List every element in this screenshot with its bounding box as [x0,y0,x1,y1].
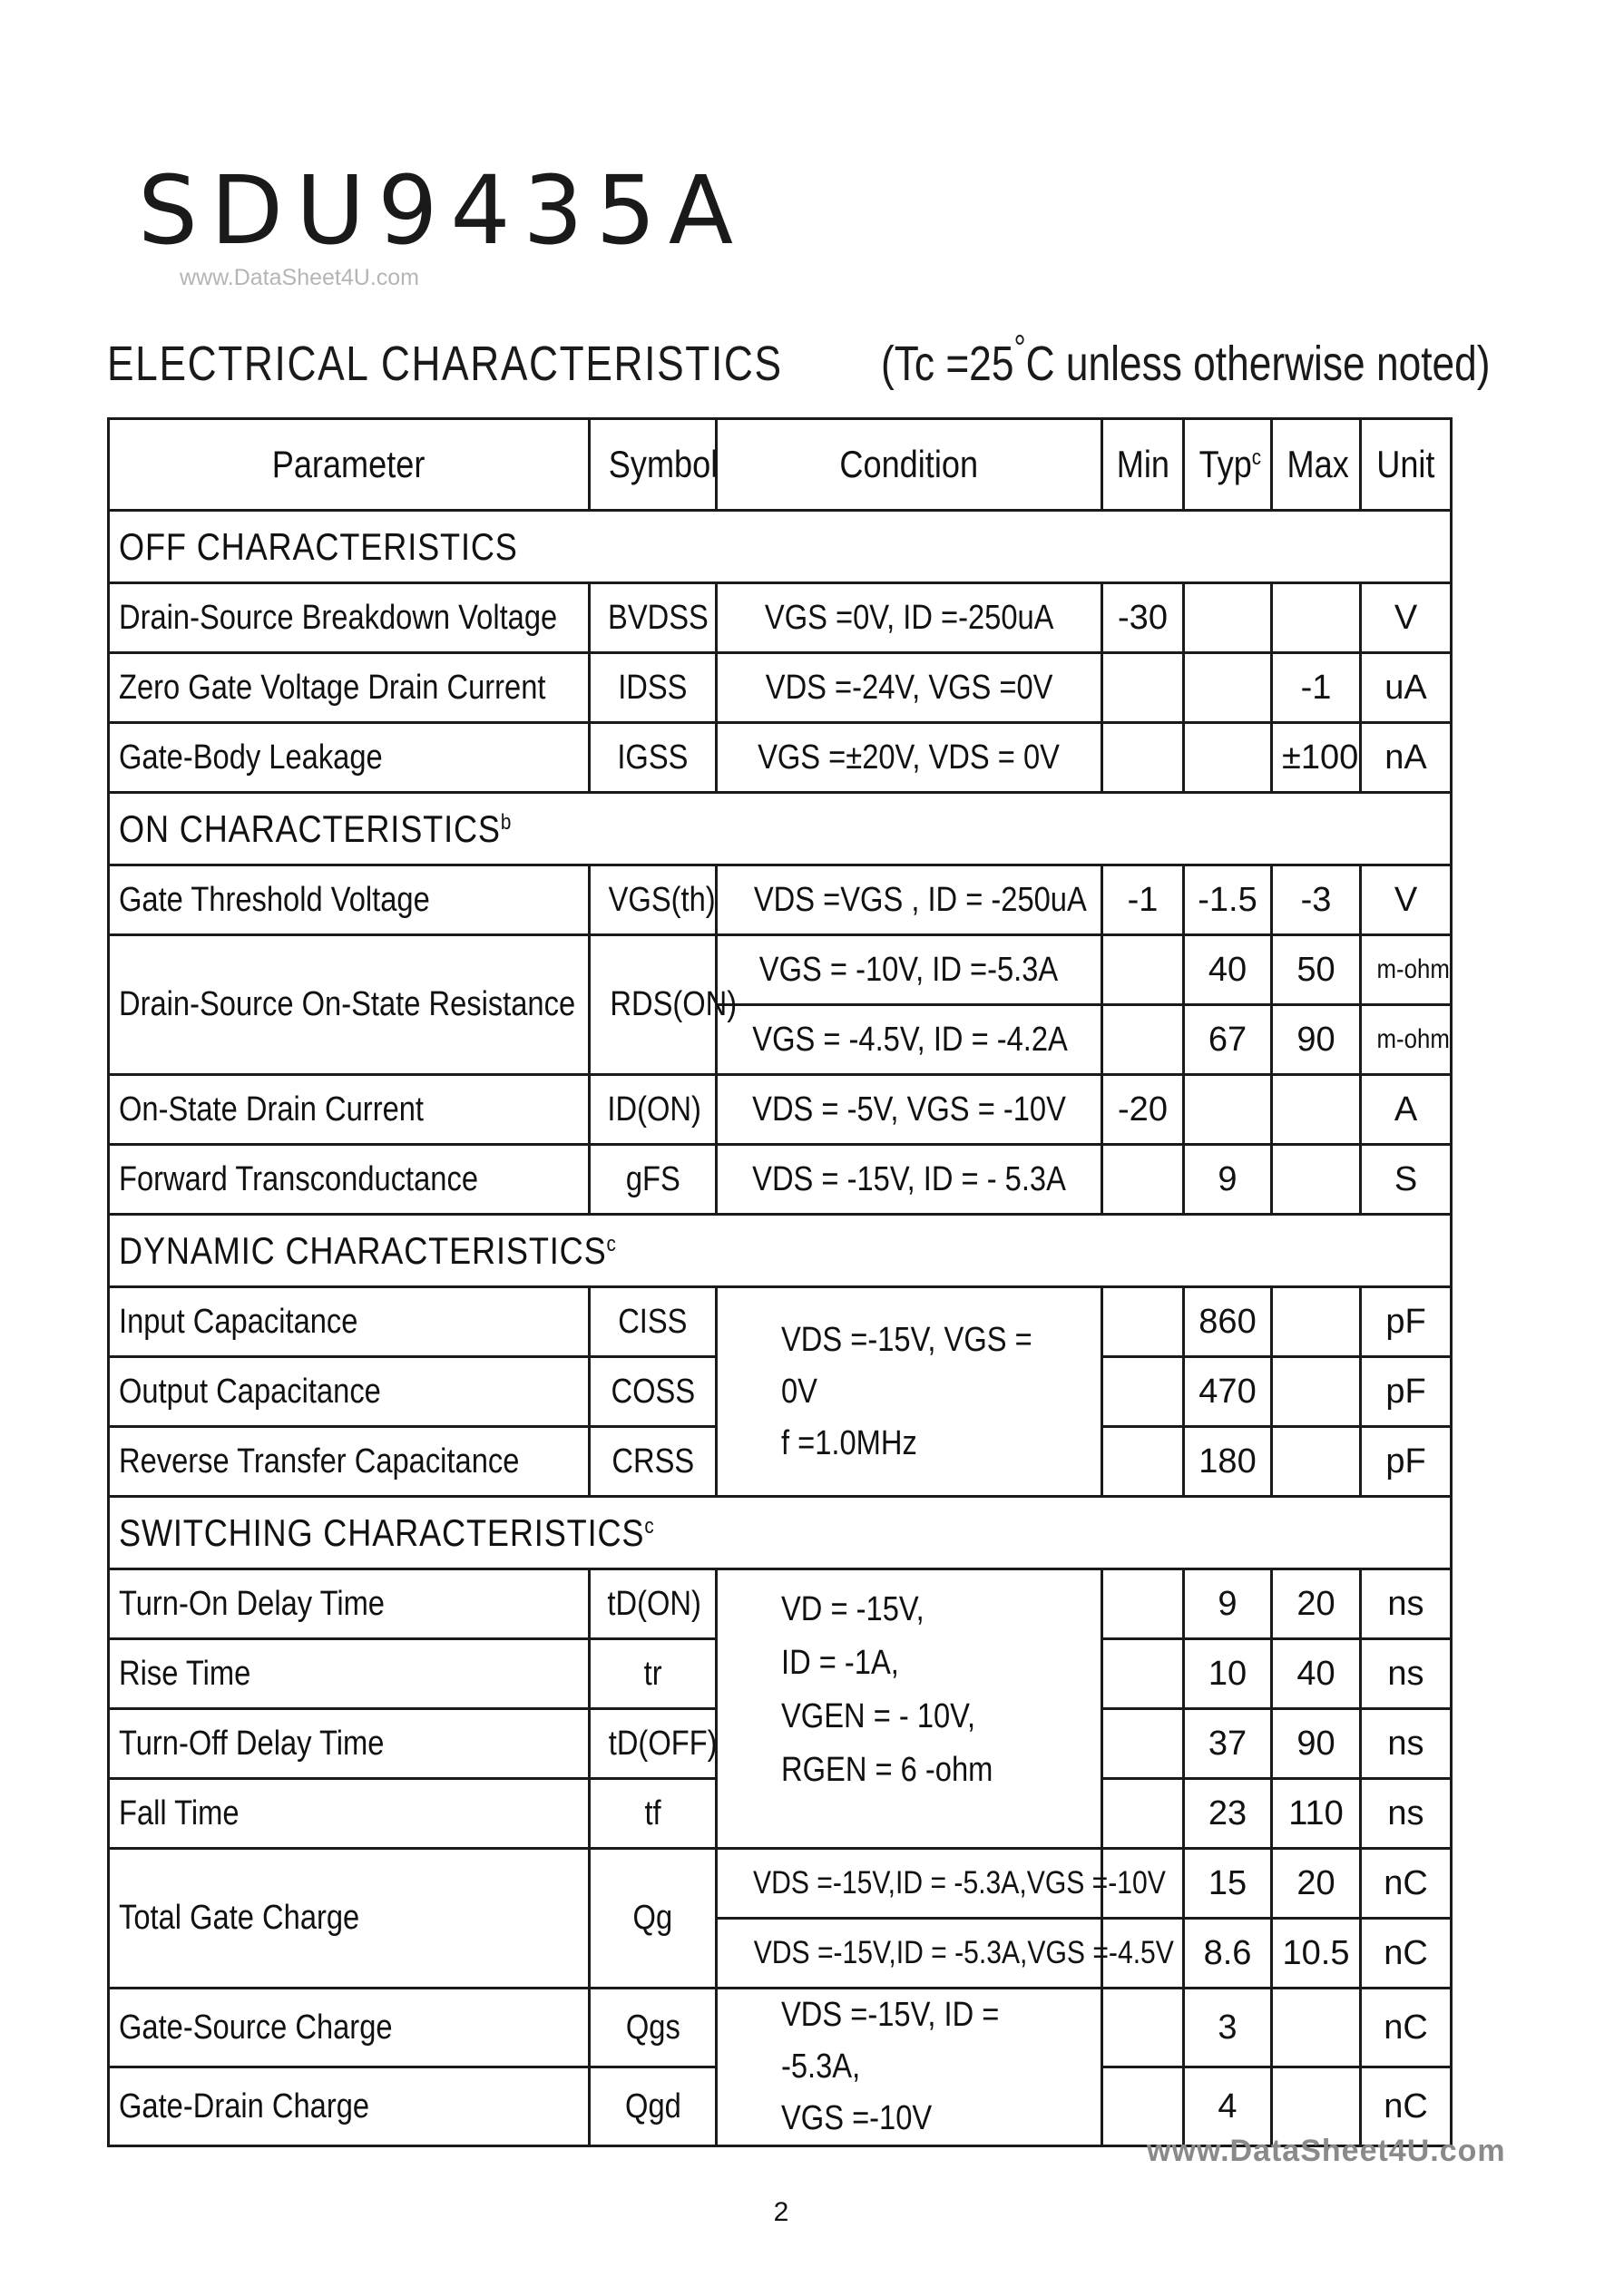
switching-footnote: c [644,1513,655,1539]
typ-cell: -1.5 [1184,865,1272,935]
max-cell [1272,1427,1361,1497]
unit-cell: uA [1361,653,1452,723]
dynamic-condition-line: VDS =-15V, VGS = 0V [781,1320,1032,1411]
unit-cell: A [1361,1075,1452,1145]
typ-cell [1184,723,1272,793]
unit-cell: ns [1361,1709,1452,1779]
section-row-dynamic [109,1215,1452,1287]
symbol-cell: VGS(th) [590,865,717,935]
symbol-cell: tf [590,1779,717,1849]
unit-cell: nC [1361,2067,1452,2146]
heading-condition-prefix: (Tc =25 [881,337,1014,391]
min-cell [1102,1427,1184,1497]
table-row [109,1145,1452,1215]
min-cell [1102,1569,1184,1639]
max-cell: 90 [1272,1005,1361,1075]
condition-cell: VGS =±20V, VDS = 0V [717,723,1102,793]
symbol-cell: Qgd [590,2067,717,2146]
section-title-on: ON CHARACTERISTICS$^b$ [109,793,1452,865]
min-cell [1102,1145,1184,1215]
typ-cell: 67 [1184,1005,1272,1075]
unit-cell: nA [1361,723,1452,793]
gate-condition-line: VGS =-10V [781,2099,933,2137]
page-number: 2 [773,2197,789,2227]
condition-cell: VDS = -5V, VGS = -10V [717,1075,1102,1145]
watermark-top: www.DataSheet4U.com [180,265,420,290]
condition-cell-dynamic [717,1287,1102,1497]
param-cell: Gate-Source Charge [109,1989,590,2067]
typ-cell: 15 [1184,1849,1272,1919]
max-cell: -1 [1272,653,1361,723]
dynamic-footnote: c [606,1231,617,1256]
param-cell: Turn-Off Delay Time [109,1709,590,1779]
typ-cell: 4 [1184,2067,1272,2146]
symbol-cell: Qg [590,1849,717,1989]
max-cell: 40 [1272,1639,1361,1709]
heading-label: ELECTRICAL CHARACTERISTICS [107,337,783,391]
watermark-bottom: www.DataSheet4U.com [1147,2134,1506,2168]
symbol-cell: RDS(ON) [590,935,717,1075]
condition-cell: VDS =-24V, VGS =0V [717,653,1102,723]
param-cell: Reverse Transfer Capacitance [109,1427,590,1497]
dynamic-condition-line: f =1.0MHz [781,1423,917,1462]
max-cell: 20 [1272,1849,1361,1919]
header-unit: Unit [1361,419,1452,511]
condition-cell-gate-charge [717,1989,1102,2146]
typ-cell: 180 [1184,1427,1272,1497]
unit-cell: pF [1361,1287,1452,1357]
typ-cell: 9 [1184,1569,1272,1639]
param-cell: Turn-On Delay Time [109,1569,590,1639]
min-cell [1102,653,1184,723]
symbol-cell: CRSS [590,1427,717,1497]
min-cell [1102,1779,1184,1849]
symbol-cell: IGSS [590,723,717,793]
param-cell: Drain-Source On-State Resistance [109,935,590,1075]
part-number-title: SDU9435A [138,155,747,266]
max-cell [1272,583,1361,653]
max-cell: 90 [1272,1709,1361,1779]
unit-cell: pF [1361,1427,1452,1497]
section-title-switching: SWITCHING CHARACTERISTICS$^c$ [109,1497,1452,1569]
param-cell: Zero Gate Voltage Drain Current [109,653,590,723]
max-cell [1272,1075,1361,1145]
unit-cell: ns [1361,1569,1452,1639]
typ-cell: 470 [1184,1357,1272,1427]
max-cell: ±100 [1272,723,1361,793]
unit-cell: nC [1361,1919,1452,1989]
table-row [109,1849,1452,1919]
param-cell: Rise Time [109,1639,590,1709]
unit-cell: nC [1361,1989,1452,2067]
heading-condition [881,328,1491,391]
switching-condition-line: RGEN = 6 -ohm [781,1750,993,1789]
min-cell [1102,723,1184,793]
electrical-characteristics-table [107,417,1453,2147]
typ-cell [1184,583,1272,653]
unit-cell: pF [1361,1357,1452,1427]
min-cell [1102,1709,1184,1779]
max-cell [1272,1287,1361,1357]
header-parameter: Parameter [109,419,590,511]
table-row [109,1075,1452,1145]
table-row [109,935,1452,1005]
symbol-cell: gFS [590,1145,717,1215]
degree-symbol: ° [1013,328,1026,368]
condition-cell: VDS = -15V, ID = - 5.3A [717,1145,1102,1215]
typ-cell: 860 [1184,1287,1272,1357]
min-cell: -30 [1102,583,1184,653]
table-row [109,653,1452,723]
max-cell: 110 [1272,1779,1361,1849]
condition-cell: VGS = -10V, ID =-5.3A [717,935,1102,1005]
typ-cell [1184,1075,1272,1145]
section-row-switching [109,1497,1452,1569]
header-min: Min [1102,419,1184,511]
symbol-cell: CISS [590,1287,717,1357]
typ-cell: 8.6 [1184,1919,1272,1989]
typ-cell: 3 [1184,1989,1272,2067]
min-cell [1102,1989,1184,2067]
param-cell: Drain-Source Breakdown Voltage [109,583,590,653]
typ-cell: 9 [1184,1145,1272,1215]
max-cell: -3 [1272,865,1361,935]
condition-cell: VDS =-15V,ID = -5.3A,VGS =-10V [717,1849,1102,1919]
min-cell [1102,1005,1184,1075]
typ-cell [1184,653,1272,723]
typ-cell: 23 [1184,1779,1272,1849]
section-title-off: OFF CHARACTERISTICS [109,511,1452,583]
max-cell [1272,1357,1361,1427]
symbol-cell: COSS [590,1357,717,1427]
header-max: Max [1272,419,1361,511]
param-cell: Gate-Body Leakage [109,723,590,793]
condition-cell: VDS =-15V,ID = -5.3A,VGS =-4.5V [717,1919,1102,1989]
section-row-on [109,793,1452,865]
max-cell: 10.5 [1272,1919,1361,1989]
unit-cell: m-ohm [1361,935,1452,1005]
max-cell: 50 [1272,935,1361,1005]
typ-cell: 37 [1184,1709,1272,1779]
unit-cell: S [1361,1145,1452,1215]
min-cell [1102,1639,1184,1709]
table-row [109,1287,1452,1357]
electrical-characteristics-heading [107,328,1624,391]
switching-condition-line: VGEN = - 10V, [781,1696,976,1735]
unit-cell: ns [1361,1639,1452,1709]
unit-cell: m-ohm [1361,1005,1452,1075]
table-row [109,1989,1452,2067]
param-cell: Gate-Drain Charge [109,2067,590,2146]
typ-cell: 10 [1184,1639,1272,1709]
gate-condition-line: VDS =-15V, ID = -5.3A, [781,1996,1000,2086]
min-cell: -20 [1102,1075,1184,1145]
typ-footnote: c [1251,445,1262,470]
unit-cell: nC [1361,1849,1452,1919]
min-cell [1102,935,1184,1005]
typ-cell: 40 [1184,935,1272,1005]
symbol-cell: tD(OFF) [590,1709,717,1779]
param-cell: Input Capacitance [109,1287,590,1357]
table-row [109,1569,1452,1639]
header-symbol: Symbol [590,419,717,511]
param-cell: Fall Time [109,1779,590,1849]
switching-condition-line: ID = -1A, [781,1643,899,1682]
param-cell: Total Gate Charge [109,1849,590,1989]
table-row [109,865,1452,935]
max-cell [1272,1145,1361,1215]
table-header-row [109,419,1452,511]
table-row [109,723,1452,793]
param-cell: Output Capacitance [109,1357,590,1427]
on-footnote: b [500,809,513,835]
header-condition: Condition [717,419,1102,511]
min-cell: -1 [1102,865,1184,935]
condition-cell-switching [717,1569,1102,1849]
max-cell [1272,1989,1361,2067]
switching-condition-line: VD = -15V, [781,1590,925,1628]
min-cell [1102,1287,1184,1357]
table-row [109,583,1452,653]
param-cell: Forward Transconductance [109,1145,590,1215]
condition-cell: VGS = -4.5V, ID = -4.2A [717,1005,1102,1075]
symbol-cell: BVDSS [590,583,717,653]
unit-cell: ns [1361,1779,1452,1849]
heading-condition-suffix: C unless otherwise noted) [1025,337,1491,391]
param-cell: Gate Threshold Voltage [109,865,590,935]
symbol-cell: ID(ON) [590,1075,717,1145]
symbol-cell: tD(ON) [590,1569,717,1639]
condition-cell: VGS =0V, ID =-250uA [717,583,1102,653]
unit-cell: V [1361,865,1452,935]
max-cell: 20 [1272,1569,1361,1639]
symbol-cell: Qgs [590,1989,717,2067]
header-typ: Typ$^c$ [1184,419,1272,511]
section-row-off [109,511,1452,583]
symbol-cell: IDSS [590,653,717,723]
condition-cell: VDS =VGS , ID = -250uA [717,865,1102,935]
section-title-dynamic: DYNAMIC CHARACTERISTICS$^c$ [109,1215,1452,1287]
unit-cell: V [1361,583,1452,653]
param-cell: On-State Drain Current [109,1075,590,1145]
min-cell [1102,1357,1184,1427]
symbol-cell: tr [590,1639,717,1709]
